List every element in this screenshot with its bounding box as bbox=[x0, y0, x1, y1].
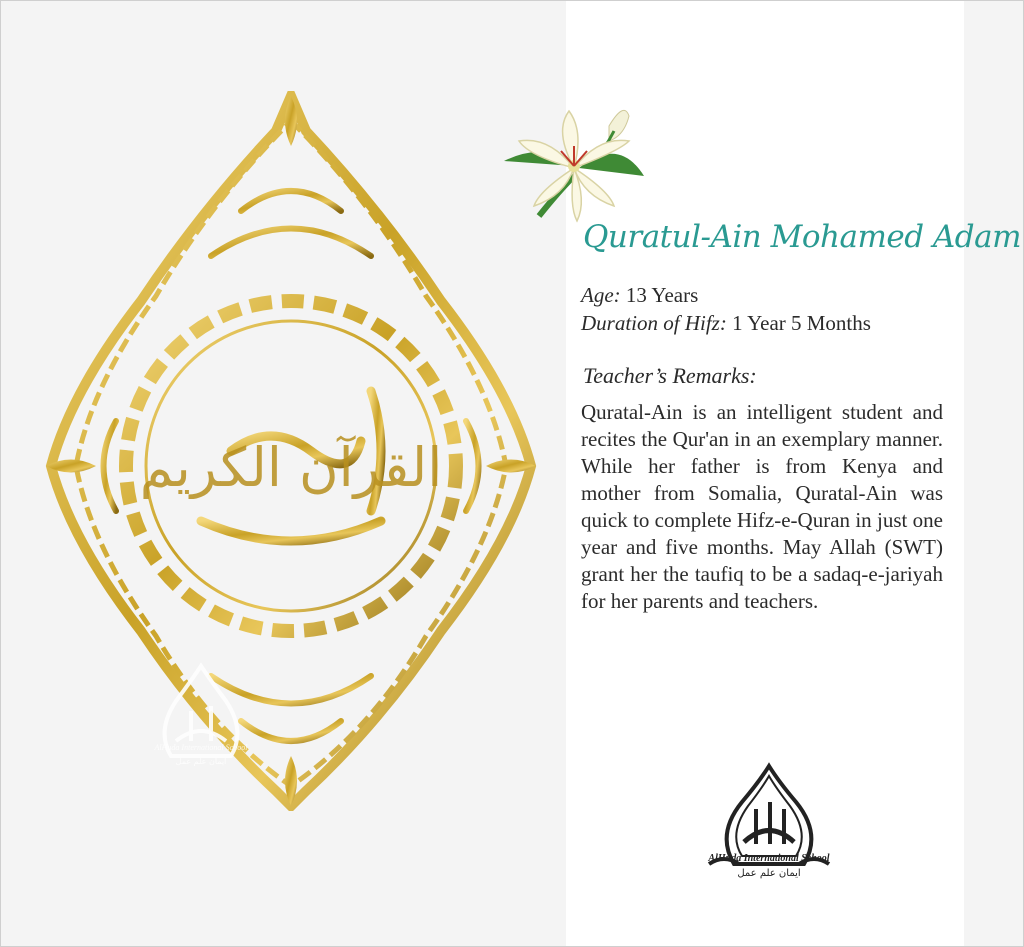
lily-flower-image bbox=[499, 96, 649, 226]
age-label: Age: bbox=[581, 283, 621, 307]
quran-calligraphy-text: القرآن الكريم bbox=[139, 436, 443, 499]
watermark-school-name: AlHuda International School bbox=[154, 743, 248, 752]
teacher-remarks-heading: Teacher’s Remarks: bbox=[583, 363, 757, 388]
hifz-duration-value: 1 Year 5 Months bbox=[732, 311, 871, 335]
hifz-duration-row bbox=[581, 309, 871, 337]
hifz-duration-label: Duration of Hifz: bbox=[581, 311, 727, 335]
watermark-school-motto: ايمان علم عمل bbox=[175, 757, 227, 766]
student-details bbox=[581, 281, 871, 337]
student-name: Quratul-Ain Mohamed Adam bbox=[583, 219, 1022, 255]
teacher-remarks-text: Quratal-Ain is an intelligent student and recites the Qur'an in an exemplary manner. While her father is from Kenya and mother from Somalia, Quratal-Ain was quick to complete Hifz-e-Quran in just one year and five months. May Allah (SWT) grant her the taufiq to be a sadaq-e-jariyah for her parents and teachers. bbox=[581, 400, 943, 613]
school-motto: ايمان علم عمل bbox=[737, 868, 801, 879]
age-value: 13 Years bbox=[625, 283, 699, 307]
school-name: AlHuda International School bbox=[708, 853, 830, 864]
age-row bbox=[581, 281, 871, 309]
quran-ornament-frame bbox=[41, 91, 541, 811]
